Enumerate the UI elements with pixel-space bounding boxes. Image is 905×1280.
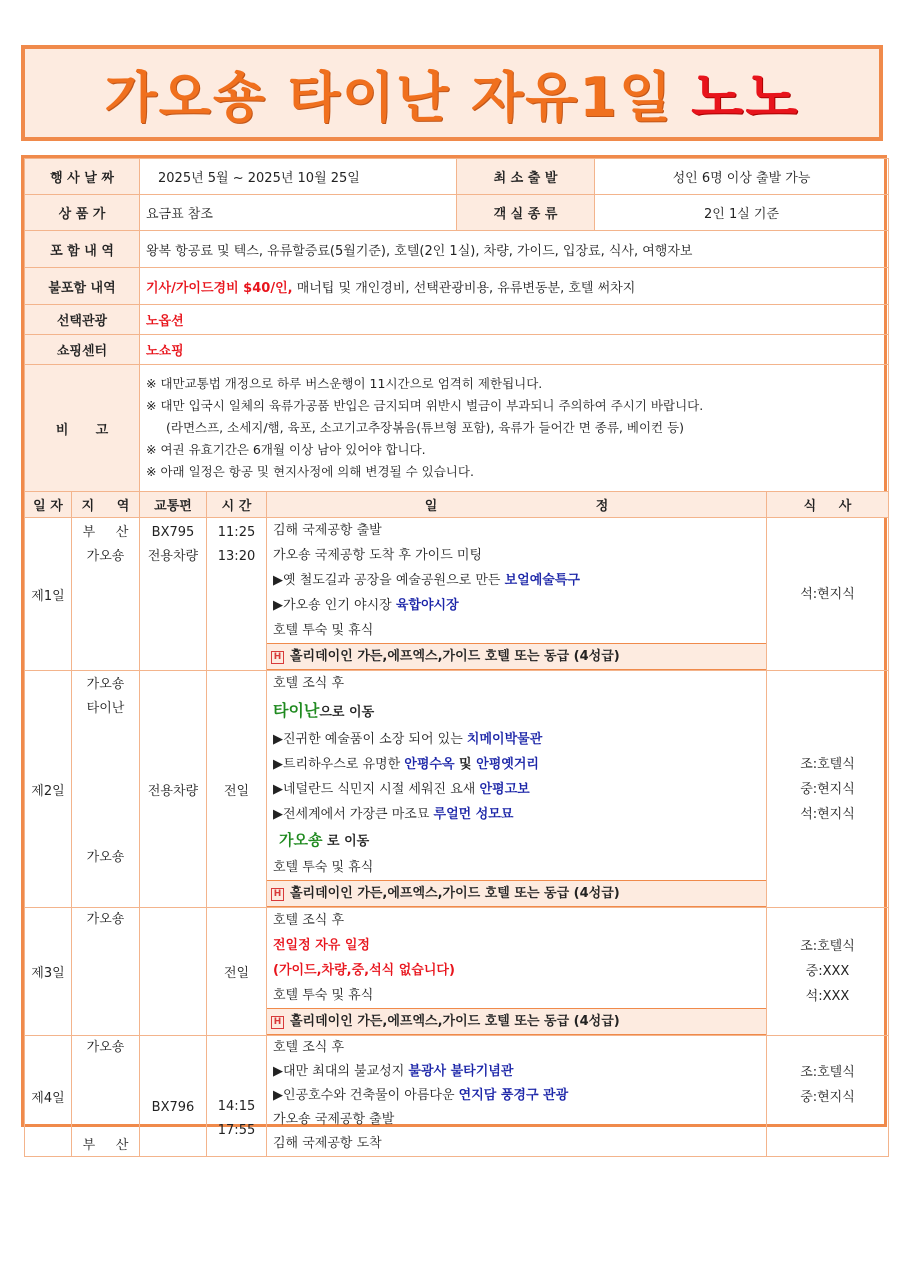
schedule-text: ▶네덜란드 식민지 시절 세워진 요새 xyxy=(273,782,480,797)
info-row-date xyxy=(25,159,889,195)
region-cell xyxy=(72,518,140,671)
transport-cell xyxy=(140,908,207,1036)
meal-cell xyxy=(767,671,889,908)
day-label: 제1일 xyxy=(25,518,72,671)
time-cell xyxy=(207,671,267,908)
excluded-value xyxy=(140,268,889,305)
schedule-line xyxy=(273,696,760,727)
day-label: 제2일 xyxy=(25,671,72,908)
region-name: 부 산 xyxy=(82,1138,129,1153)
meal-cell xyxy=(767,908,889,1036)
meal-cell xyxy=(767,518,889,671)
hotel-icon: H xyxy=(271,888,284,901)
day-row-4 xyxy=(25,1036,889,1157)
region-name: 가오숑 xyxy=(86,912,125,927)
highlight-city: 타이난 xyxy=(273,701,320,720)
hotel-icon: H xyxy=(271,1016,284,1029)
info-row-price xyxy=(25,195,889,231)
day-label: 제3일 xyxy=(25,908,72,1036)
time-cell xyxy=(207,518,267,671)
time-value: 13:20 xyxy=(217,549,256,564)
meal-cell xyxy=(767,1036,889,1157)
hotel-name: 홀리데이인 가든,에프엑스,가이드 호텔 또는 동급 (4성급) xyxy=(290,1014,620,1029)
schedule-line: 가오숑 국제공항 출발 xyxy=(273,1112,395,1127)
transport-value: 전용차량 xyxy=(147,549,199,564)
schedule-line xyxy=(273,802,760,827)
header-day: 일 자 xyxy=(25,492,72,518)
region-name: 가오숑 xyxy=(86,677,125,692)
transport-cell xyxy=(140,1036,207,1157)
schedule-line: 김해 국제공항 출발 xyxy=(273,523,382,538)
date-label: 행 사 날 짜 xyxy=(25,159,140,195)
schedule-line xyxy=(273,593,760,618)
info-row-notes xyxy=(25,365,889,492)
date-value: 2025년 5월 ~ 2025년 10월 25일 xyxy=(140,159,457,195)
schedule-line xyxy=(273,752,760,777)
meal-value: 조:호텔식 xyxy=(800,1065,855,1080)
meal-value: 석:XXX xyxy=(805,989,850,1004)
hotel-icon: H xyxy=(271,651,284,664)
optional-tour-label: 선택관광 xyxy=(25,305,140,335)
notes-content xyxy=(140,365,889,492)
region-cell xyxy=(72,1036,140,1157)
region-name: 부 산 xyxy=(82,525,129,540)
transport-cell xyxy=(140,518,207,671)
shopping-label: 쇼핑센터 xyxy=(25,335,140,365)
schedule-line: 호텔 투숙 및 휴식 xyxy=(273,988,374,1003)
schedule-text: 및 xyxy=(454,757,477,772)
notes-label: 비 고 xyxy=(25,365,140,492)
highlight-place: 안평수옥 xyxy=(404,757,455,772)
schedule-line xyxy=(273,1060,760,1084)
schedule-text: ▶대만 최대의 불교성지 xyxy=(273,1064,409,1079)
schedule-cell xyxy=(267,518,767,671)
schedule-cell xyxy=(267,671,767,908)
schedule-line: 전일정 자유 일정 xyxy=(273,938,370,953)
excluded-guide-fee: 기사/가이드경비 $40/인, xyxy=(146,280,293,296)
hotel-name: 홀리데이인 가든,에프엑스,가이드 호텔 또는 동급 (4성급) xyxy=(290,649,620,664)
schedule-line: 김해 국제공항 도착 xyxy=(273,1136,382,1151)
note-line: ※ 아래 일정은 항공 및 현지사정에 의해 변경될 수 있습니다. xyxy=(146,464,474,479)
meal-value: 석:현지식 xyxy=(800,586,855,602)
time-value: 전일 xyxy=(223,966,250,981)
schedule-text: 로 이동 xyxy=(322,834,370,849)
transport-cell xyxy=(140,671,207,908)
info-row-optional xyxy=(25,305,889,335)
highlight-city: 가오숑 xyxy=(279,831,323,849)
transport-value: 전용차량 xyxy=(147,783,199,799)
included-value: 왕복 항공료 및 텍스, 유류할증료(5월기준), 호텔(2인 1실), 차량, 가이드, 입장료, 식사, 여행자보 xyxy=(140,231,889,268)
schedule-text: ▶진귀한 예술품이 소장 되어 있는 xyxy=(273,732,467,747)
title-main: 가오숑 타이난 자유1일 xyxy=(104,65,674,129)
header-time: 시 간 xyxy=(207,492,267,518)
day-row-2 xyxy=(25,671,889,908)
meal-value: 중:현지식 xyxy=(800,781,855,797)
price-label: 상 품 가 xyxy=(25,195,140,231)
region-name: 타이난 xyxy=(86,701,125,716)
meal-value: 중:현지식 xyxy=(800,1090,855,1105)
time-value: 14:15 xyxy=(217,1099,256,1114)
note-line: (라면스프, 소세지/햄, 육포, 소고기고추장볶음(튜브형 포함), 육류가 들어간 면 종류, 베이컨 등) xyxy=(166,420,685,435)
header-meal: 식 사 xyxy=(767,492,889,518)
region-cell xyxy=(72,671,140,908)
title-banner xyxy=(21,45,883,141)
info-row-excluded xyxy=(25,268,889,305)
highlight-place: 육합야시장 xyxy=(395,598,459,613)
day-label: 제4일 xyxy=(25,1036,72,1157)
schedule-line: 호텔 투숙 및 휴식 xyxy=(273,623,374,638)
note-line: ※ 대만 입국시 일체의 육류가공품 반입은 금지되며 위반시 벌금이 부과되니 주의하여 주시기 바랍니다. xyxy=(146,398,704,413)
schedule-header xyxy=(25,492,889,518)
transport-value: BX795 xyxy=(151,525,195,540)
time-cell xyxy=(207,908,267,1036)
schedule-line xyxy=(273,1084,760,1108)
schedule-line: 호텔 조식 후 xyxy=(273,676,345,691)
highlight-place: 보얼예술특구 xyxy=(504,573,580,588)
min-label: 최 소 출 발 xyxy=(457,159,595,195)
highlight-place: 치메이박물관 xyxy=(466,732,543,747)
included-label: 포 함 내 역 xyxy=(25,231,140,268)
room-label: 객 실 종 류 xyxy=(457,195,595,231)
schedule-line xyxy=(273,568,760,593)
highlight-place: 안평옛거리 xyxy=(476,757,539,772)
title-accent: 노노 xyxy=(691,65,800,129)
schedule-text: ▶인공호수와 건축물이 아름다운 xyxy=(273,1088,459,1103)
schedule-line: 호텔 투숙 및 휴식 xyxy=(273,860,374,875)
schedule-line: (가이드,차량,중,석식 없습니다) xyxy=(273,963,455,978)
schedule-text: 으로 이동 xyxy=(319,705,375,720)
region-name: 가오숑 xyxy=(86,850,125,865)
schedule-line: 호텔 조식 후 xyxy=(273,913,345,928)
schedule-text: ▶가오숑 인기 야시장 xyxy=(273,598,396,613)
time-cell xyxy=(207,1036,267,1157)
meal-value: 조:호텔식 xyxy=(800,756,855,772)
room-value: 2인 1실 기준 xyxy=(595,195,889,231)
hotel-line xyxy=(267,880,766,907)
transport-value: BX796 xyxy=(151,1099,195,1115)
hotel-line xyxy=(267,643,766,670)
note-line: ※ 여권 유효기간은 6개월 이상 남아 있어야 합니다. xyxy=(146,442,426,457)
meal-value: 중:XXX xyxy=(805,964,850,979)
day-row-1 xyxy=(25,518,889,671)
schedule-cell xyxy=(267,908,767,1036)
schedule-line: 호텔 조식 후 xyxy=(273,1040,345,1055)
time-value: 11:25 xyxy=(217,525,256,540)
highlight-place: 불광사 불타기념관 xyxy=(408,1064,514,1079)
price-value: 요금표 참조 xyxy=(140,195,457,231)
info-row-included xyxy=(25,231,889,268)
hotel-name: 홀리데이인 가든,에프엑스,가이드 호텔 또는 동급 (4성급) xyxy=(290,886,620,901)
meal-value: 석:현지식 xyxy=(800,806,855,822)
optional-tour-value: 노옵션 xyxy=(140,305,889,335)
day-row-3 xyxy=(25,908,889,1036)
highlight-place: 안평고보 xyxy=(479,782,530,797)
schedule-text: ▶옛 철도길과 공장을 예술공원으로 만든 xyxy=(273,573,505,588)
schedule-text: ▶전세계에서 가장큰 마조묘 xyxy=(273,807,434,822)
page-title xyxy=(105,55,800,132)
excluded-label: 불포함 내역 xyxy=(25,268,140,305)
min-value: 성인 6명 이상 출발 가능 xyxy=(595,159,889,195)
schedule-line: 가오숑 국제공항 도착 후 가이드 미팅 xyxy=(273,548,483,563)
region-name: 가오숑 xyxy=(86,549,125,564)
excluded-rest: 매너팁 및 개인경비, 선택관광비용, 유류변동분, 호텔 써차지 xyxy=(292,280,636,296)
time-value: 전일 xyxy=(223,783,250,799)
header-transport: 교통편 xyxy=(140,492,207,518)
shopping-value: 노쇼핑 xyxy=(140,335,889,365)
hotel-line xyxy=(267,1008,766,1035)
schedule-cell xyxy=(267,1036,767,1157)
meal-value: 조:호텔식 xyxy=(800,939,855,954)
highlight-place: 연지담 풍경구 관광 xyxy=(458,1088,569,1103)
time-value: 17:55 xyxy=(217,1123,256,1138)
header-schedule: 일 정 xyxy=(267,492,767,518)
region-name: 가오숑 xyxy=(86,1040,125,1055)
schedule-line xyxy=(273,777,760,802)
region-cell xyxy=(72,908,140,1036)
note-line: ※ 대만교통법 개정으로 하루 버스운행이 11시간으로 엄격히 제한됩니다. xyxy=(146,376,543,391)
highlight-place: 루얼먼 성모묘 xyxy=(433,807,514,822)
itinerary-table xyxy=(21,155,887,1153)
info-row-shopping xyxy=(25,335,889,365)
header-region: 지 역 xyxy=(72,492,140,518)
schedule-line xyxy=(273,827,760,855)
schedule-text: ▶트리하우스로 유명한 xyxy=(273,757,405,772)
schedule-line xyxy=(273,727,760,752)
